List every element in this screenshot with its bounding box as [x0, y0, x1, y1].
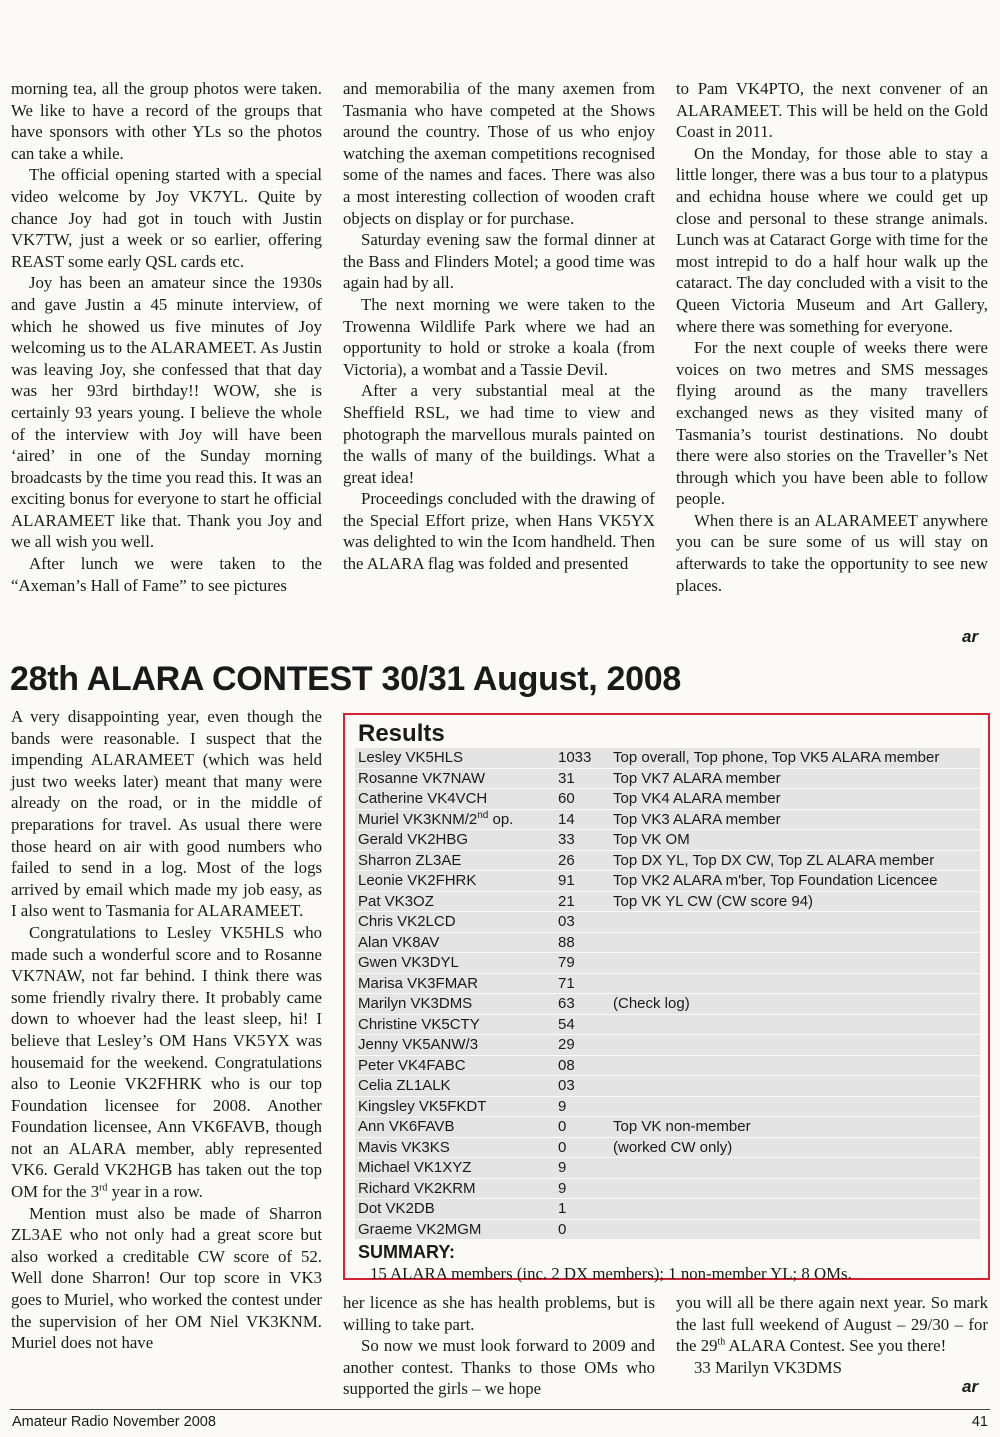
results-score-cell: 9 [555, 1178, 610, 1199]
results-score-cell: 08 [555, 1055, 610, 1076]
results-row [355, 1137, 980, 1158]
results-score-cell: 0 [555, 1137, 610, 1158]
results-score-cell: 71 [555, 973, 610, 994]
contest-column-2 [343, 1292, 655, 1400]
section-headline: 28th ALARA CONTEST 30/31 August, 2008 [10, 660, 681, 698]
results-score-cell: 33 [555, 830, 610, 851]
results-score-cell: 1033 [555, 748, 610, 768]
results-score-cell: 29 [555, 1035, 610, 1056]
paragraph: After lunch we were taken to the “Axeman’s Hall of Fame” to see pictures [11, 554, 322, 595]
paragraph: and memorabilia of the many axemen from Tasmania who have competed at the Shows around the country. Those of us who enjoy watching the axeman competitions recognised some of the names and faces. There was also a most interesting collection of wooden craft objects on display or for purchase. [343, 79, 655, 228]
results-score-cell: 03 [555, 1076, 610, 1097]
signature-line: 33 Marilyn VK3DMS [694, 1357, 842, 1377]
results-row [355, 1117, 980, 1138]
paragraph: Proceedings concluded with the drawing of the Special Effort prize, when Hans VK5YX was delighted to win the Icom handheld. Then the ALARA flag was folded and presented [343, 489, 655, 574]
results-row [355, 1014, 980, 1035]
contest-column-1 [11, 706, 322, 1354]
results-name-cell: Celia ZL1ALK [355, 1076, 555, 1097]
paragraph: Joy has been an amateur since the 1930s and gave Justin a 45 minute interview, of which he showed us five minutes of Joy welcoming us to the ALARAMEET. As Justin was leaving Joy, she confessed that that day was her 93rd birthday!! WOW, she is certainly 93 years young. I believe the whole of the interview with Joy will have been ‘aired’ in one of the Sunday morning broadcasts by the time you read this. It was an exciting bonus for everyone to start he official ALARAMEET like that. Thank you Joy and we all wish you well. [11, 273, 322, 552]
results-score-cell: 0 [555, 1219, 610, 1240]
paragraph: you will all be there again next year. So mark the last full weekend of August – 29/30 – for the 29th ALARA Contest. See you there! [676, 1293, 988, 1356]
results-name-cell: Marilyn VK3DMS [355, 994, 555, 1015]
results-note-cell: Top VK YL CW (CW score 94) [610, 891, 980, 912]
results-note-cell: Top VK OM [610, 830, 980, 851]
results-note-cell [610, 1178, 980, 1199]
results-name-cell: Sharron ZL3AE [355, 850, 555, 871]
results-note-cell [610, 1055, 980, 1076]
paragraph: The next morning we were taken to the Trowenna Wildlife Park where we had an opportunity to hold or stroke a koala (from Victoria), a wombat and a Tassie Devil. [343, 294, 655, 379]
results-name-cell: Christine VK5CTY [355, 1014, 555, 1035]
paragraph: On the Monday, for those able to stay a little longer, there was a bus tour to a platypus and echidna house where we could get up close and personal to these strange animals. Lunch was at Cataract Gorge with time for the most intrepid to do a half hour walk up the cataract. The day concluded with a visit to the Queen Victoria Museum and Art Gallery, where there was something for everyone. [676, 143, 988, 336]
results-name-cell: Richard VK2KRM [355, 1178, 555, 1199]
results-name-cell: Michael VK1XYZ [355, 1158, 555, 1179]
results-score-cell: 31 [555, 768, 610, 789]
results-row [355, 1096, 980, 1117]
results-row [355, 1055, 980, 1076]
results-table-body [355, 748, 980, 1240]
results-row [355, 1035, 980, 1056]
results-note-cell [610, 912, 980, 933]
results-score-cell: 0 [555, 1117, 610, 1138]
results-score-cell: 9 [555, 1096, 610, 1117]
results-note-cell: Top DX YL, Top DX CW, Top ZL ALARA member [610, 850, 980, 871]
results-note-cell [610, 932, 980, 953]
results-score-cell: 91 [555, 871, 610, 892]
paragraph: Mention must also be made of Sharron ZL3AE who not only had a great score but also worked a creditable CW score of 52. Well done Sharron! Our top score in VK3 goes to Muriel, who worked the contest under the supervision of her OM Niel VK3KNM. Muriel does not have [11, 1203, 322, 1353]
results-row [355, 809, 980, 830]
results-row [355, 830, 980, 851]
paragraph: her licence as she has health problems, but is willing to take part. [343, 1293, 655, 1334]
results-note-cell: Top VK3 ALARA member [610, 809, 980, 830]
footer-page-number: 41 [971, 1414, 988, 1430]
results-note-cell: Top VK4 ALARA member [610, 789, 980, 810]
results-note-cell [610, 1035, 980, 1056]
results-name-cell: Muriel VK3KNM/2nd op. [355, 809, 555, 830]
results-row [355, 1076, 980, 1097]
results-score-cell: 9 [555, 1158, 610, 1179]
results-note-cell [610, 973, 980, 994]
results-name-cell: Catherine VK4VCH [355, 789, 555, 810]
results-row [355, 994, 980, 1015]
results-row [355, 850, 980, 871]
results-row [355, 953, 980, 974]
results-note-cell [610, 1014, 980, 1035]
results-name-cell: Dot VK2DB [355, 1199, 555, 1220]
results-note-cell [610, 1158, 980, 1179]
results-name-cell: Rosanne VK7NAW [355, 768, 555, 789]
results-row [355, 891, 980, 912]
results-row [355, 1178, 980, 1199]
results-row [355, 748, 980, 768]
results-row [355, 932, 980, 953]
results-score-cell: 63 [555, 994, 610, 1015]
results-name-cell: Kingsley VK5FKDT [355, 1096, 555, 1117]
article-column-1 [11, 78, 322, 596]
results-row [355, 1199, 980, 1220]
results-note-cell: Top VK2 ALARA m'ber, Top Foundation Licencee [610, 871, 980, 892]
results-note-cell: Top overall, Top phone, Top VK5 ALARA member [610, 748, 980, 768]
results-note-cell: Top VK7 ALARA member [610, 768, 980, 789]
paragraph: A very disappointing year, even though the bands were reasonable. I suspect that the impending ALARAMEET (which was held just two weeks later) meant that many were already on the road, or in the middle of preparations for travel. As usual there were those heard on air with good numbers who failed to send in a log. Most of the logs arrived by email which made my job easy, as I also went to Tasmania for ALARAMEET. [11, 707, 322, 921]
results-table [355, 748, 980, 1240]
results-name-cell: Gerald VK2HBG [355, 830, 555, 851]
results-score-cell: 03 [555, 912, 610, 933]
results-name-cell: Pat VK3OZ [355, 891, 555, 912]
results-note-cell [610, 953, 980, 974]
results-score-cell: 54 [555, 1014, 610, 1035]
results-note-cell: Top VK non-member [610, 1117, 980, 1138]
article-column-3 [676, 78, 988, 596]
results-name-cell: Marisa VK3FMAR [355, 973, 555, 994]
footer-publication: Amateur Radio November 2008 [12, 1414, 216, 1430]
results-score-cell: 1 [555, 1199, 610, 1220]
results-score-cell: 79 [555, 953, 610, 974]
results-note-cell [610, 1219, 980, 1240]
contest-end-mark: ar [962, 1377, 979, 1396]
footer-divider [10, 1409, 990, 1410]
results-box [343, 713, 990, 1283]
paragraph-text: Congratulations to Lesley VK5HLS who made such a wonderful score and to Rosanne VK7NAW, not far behind. I think there was some friendly rivalry there. It probably came down to whoever had the least sleep, hi! I believe that Lesley’s OM Hans VK5YX was housemaid for the weekend. Congratulations also to Leonie VK2FHRK who is our top Foundation licensee for 2008. Another Foundation licensee, Ann VK6FAVB, though not an ALARA member, ably represented VK6. Gerald VK2HGB has taken out the top OM for the 3rd year in a row. [11, 922, 322, 1202]
results-name-cell: Ann VK6FAVB [355, 1117, 555, 1138]
results-score-cell: 88 [555, 932, 610, 953]
paragraph: The official opening started with a special video welcome by Joy VK7YL. Quite by chance Joy had got in touch with Justin VK7TW, just a week or so earlier, offering REAST some early QSL cards etc. [11, 165, 322, 271]
results-row [355, 973, 980, 994]
results-note-cell [610, 1076, 980, 1097]
paragraph: to Pam VK4PTO, the next convener of an ALARAMEET. This will be held on the Gold Coast in 2011. [676, 79, 988, 142]
results-score-cell: 21 [555, 891, 610, 912]
summary-text: 15 ALARA members (inc. 2 DX members); 1 non-member YL; 8 OMs. [370, 1264, 852, 1283]
results-row [355, 768, 980, 789]
results-row [355, 1219, 980, 1240]
paragraph: For the next couple of weeks there were voices on two metres and SMS messages flying around as the many travellers exchanged news as they visited many of Tasmania’s tourist destinations. No doubt there were also stories on the Traveller’s Net through which you have been able to follow people. [676, 338, 988, 509]
paragraph: Saturday evening saw the formal dinner at the Bass and Flinders Motel; a good time was again had by all. [343, 230, 655, 293]
paragraph: After a very substantial meal at the Sheffield RSL, we had time to view and photograph the marvellous murals painted on the walls of many of the buildings. What a great idea! [343, 381, 655, 487]
results-name-cell: Leonie VK2FHRK [355, 871, 555, 892]
article-column-2 [343, 78, 655, 575]
results-name-cell: Graeme VK2MGM [355, 1219, 555, 1240]
paragraph: morning tea, all the group photos were taken. We like to have a record of the groups that have sponsors with other YLs so the photos can take a while. [11, 79, 322, 163]
results-row [355, 1158, 980, 1179]
results-row [355, 789, 980, 810]
article-end-mark: ar [962, 627, 979, 646]
results-name-cell: Mavis VK3KS [355, 1137, 555, 1158]
paragraph: When there is an ALARAMEET anywhere you can be sure some of us will stay on afterwards to take the opportunity to see new places. [676, 510, 988, 595]
results-row [355, 912, 980, 933]
results-note-cell: (Check log) [610, 994, 980, 1015]
results-note-cell [610, 1096, 980, 1117]
results-score-cell: 14 [555, 809, 610, 830]
results-row [355, 871, 980, 892]
results-name-cell: Alan VK8AV [355, 932, 555, 953]
paragraph [11, 922, 322, 1203]
summary-title: SUMMARY: [358, 1242, 455, 1262]
results-name-cell: Jenny VK5ANW/3 [355, 1035, 555, 1056]
results-name-cell: Chris VK2LCD [355, 912, 555, 933]
paragraph: So now we must look forward to 2009 and another contest. Thanks to those OMs who supported the girls – we hope [343, 1336, 655, 1399]
results-score-cell: 26 [555, 850, 610, 871]
results-name-cell: Gwen VK3DYL [355, 953, 555, 974]
contest-column-3 [676, 1292, 988, 1378]
results-name-cell: Peter VK4FABC [355, 1055, 555, 1076]
results-score-cell: 60 [555, 789, 610, 810]
results-name-cell: Lesley VK5HLS [355, 748, 555, 768]
results-note-cell: (worked CW only) [610, 1137, 980, 1158]
results-note-cell [610, 1199, 980, 1220]
results-title: Results [358, 720, 445, 747]
